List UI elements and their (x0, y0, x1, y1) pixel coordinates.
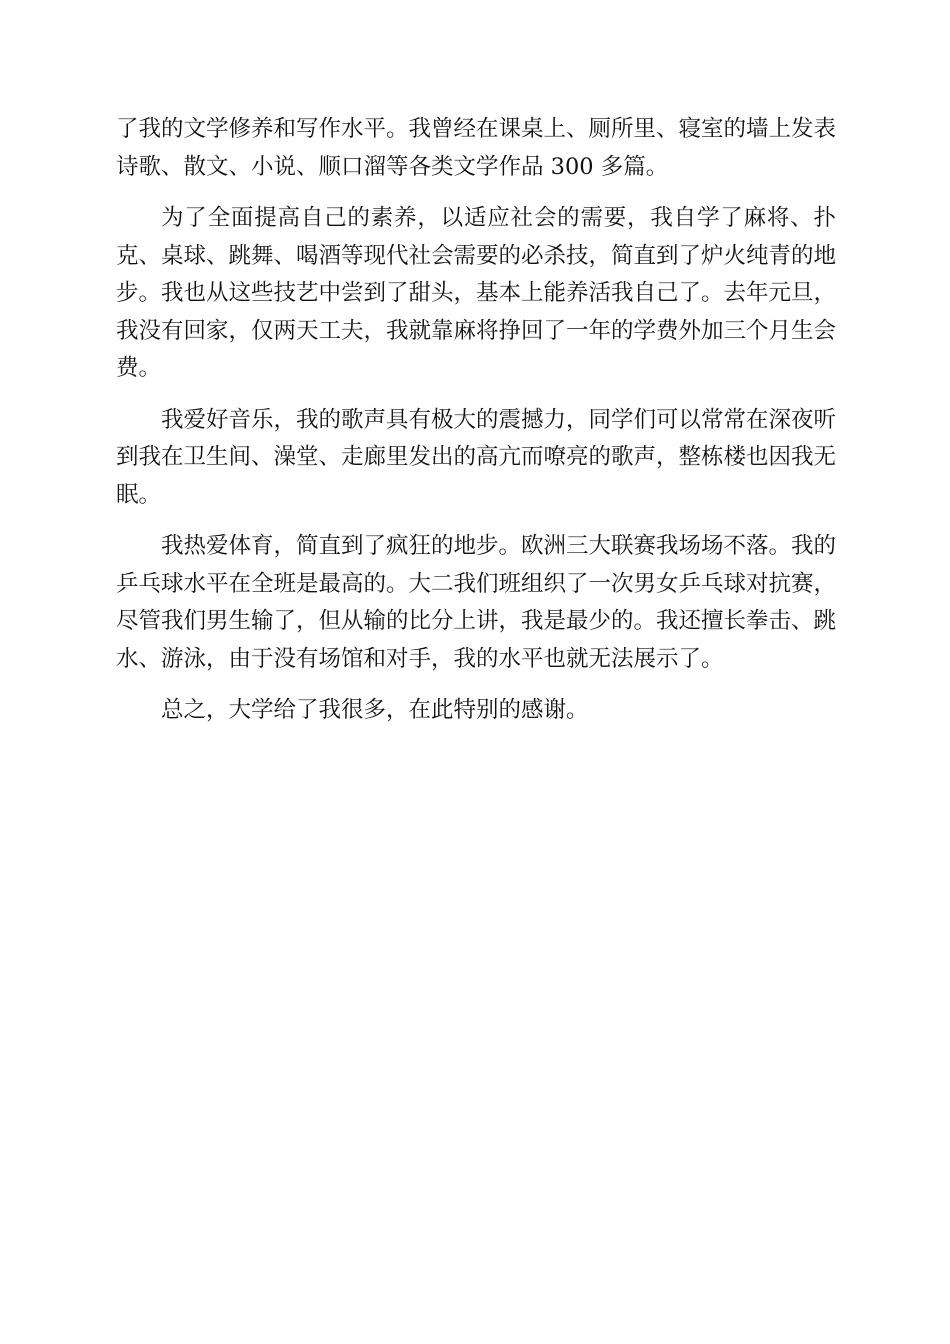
paragraph-1: 了我的文学修养和写作水平。我曾经在课桌上、厕所里、寝室的墙上发表诗歌、散文、小说、顺口溜等各类文学作品 300 多篇。 (116, 116, 837, 180)
paragraph-5: 总之，大学给了我很多，在此特别的感谢。 (161, 697, 589, 723)
paragraph-2: 为了全面提高自己的素养，以适应社会的需要，我自学了麻将、扑克、桌球、跳舞、喝酒等现代社会需要的必杀技，简直到了炉火纯青的地步。我也从这些技艺中尝到了甜头，基本上能养活我自己了。去年元旦，我没有回家，仅两天工夫，我就靠麻将挣回了一年的学费外加三个月生会费。 (116, 205, 837, 381)
document-body (116, 111, 836, 744)
paragraph-4: 我热爱体育，简直到了疯狂的地步。欧洲三大联赛我场场不落。我的乒乓球水平在全班是最高的。大二我们班组织了一次男女乒乓球对抗赛，尽管我们男生输了，但从输的比分上讲，我是最少的。我还擅长拳击、跳水、游泳，由于没有场馆和对手，我的水平也就无法展示了。 (116, 533, 837, 672)
paragraph-3: 我爱好音乐，我的歌声具有极大的震撼力，同学们可以常常在深夜听到我在卫生间、澡堂、走廊里发出的高亢而嘹亮的歌声，整栋楼也因我无眠。 (116, 406, 837, 508)
